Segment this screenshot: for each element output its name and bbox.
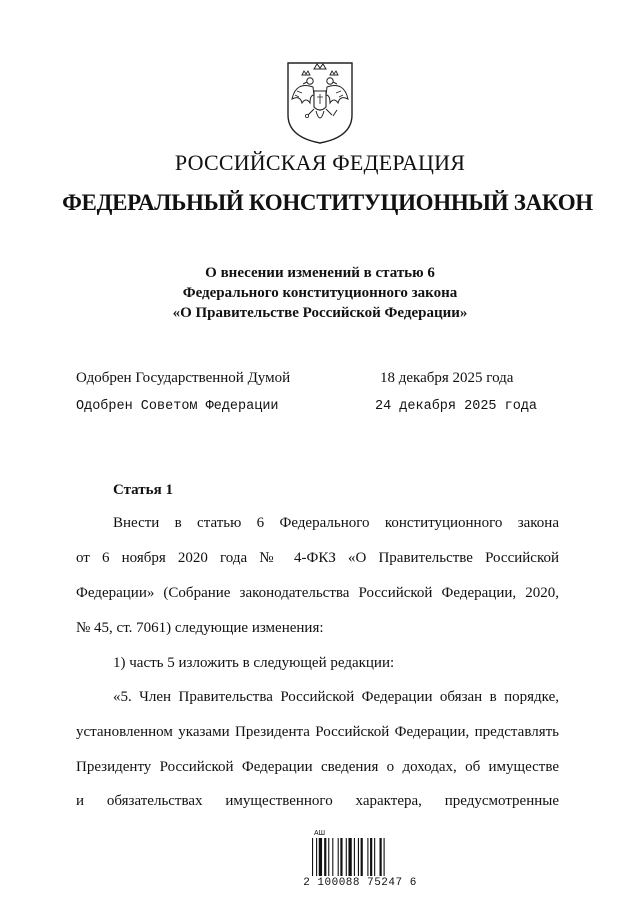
law-title-line: «О Правительстве Российской Федерации» (172, 305, 468, 321)
body-line: и обязательствах имущественного характера, предусмотренные (76, 793, 559, 809)
country-name: РОССИЙСКАЯ ФЕДЕРАЦИЯ (174, 150, 466, 175)
council-approval-date: 24 декабря 2025 года (375, 399, 538, 414)
coat-of-arms-emblem (280, 55, 360, 145)
barcode-number: 2 100088 75247 6 (303, 877, 417, 889)
body-line: № 45, ст. 7061) следующие изменения: (76, 620, 324, 636)
barcode-image (310, 838, 410, 876)
body-line: 1) часть 5 изложить в следующей редакции: (113, 655, 395, 671)
law-title-line: Федерального конституционного закона (182, 285, 458, 301)
duma-approval-label: Одобрен Государственной Думой (76, 370, 291, 386)
law-title (0, 263, 640, 323)
law-type-heading: ФЕДЕРАЛЬНЫЙ КОНСТИТУЦИОННЫЙ ЗАКОН (62, 190, 593, 215)
body-line: «5. Член Правительства Российской Федерации обязан в порядке, (113, 689, 559, 705)
body-line: Внести в статью 6 Федерального конституционного закона (113, 515, 559, 531)
body-line: от 6 ноября 2020 года № 4-ФКЗ «О Правительстве Российской (76, 550, 559, 566)
body-line: Президенту Российской Федерации сведения о доходах, об имуществе (76, 759, 559, 775)
body-line: установленном указами Президента Российской Федерации, представлять (76, 724, 559, 740)
barcode-block (300, 830, 420, 900)
body-line: Федерации» (Собрание законодательства Российской Федерации, 2020, (76, 585, 559, 601)
council-approval-label: Одобрен Советом Федерации (76, 399, 279, 414)
barcode-mark: АШ (314, 830, 326, 837)
law-title-line: О внесении изменений в статью 6 (205, 265, 435, 281)
article-heading: Статья 1 (113, 482, 173, 498)
duma-approval-date: 18 декабря 2025 года (380, 370, 514, 386)
